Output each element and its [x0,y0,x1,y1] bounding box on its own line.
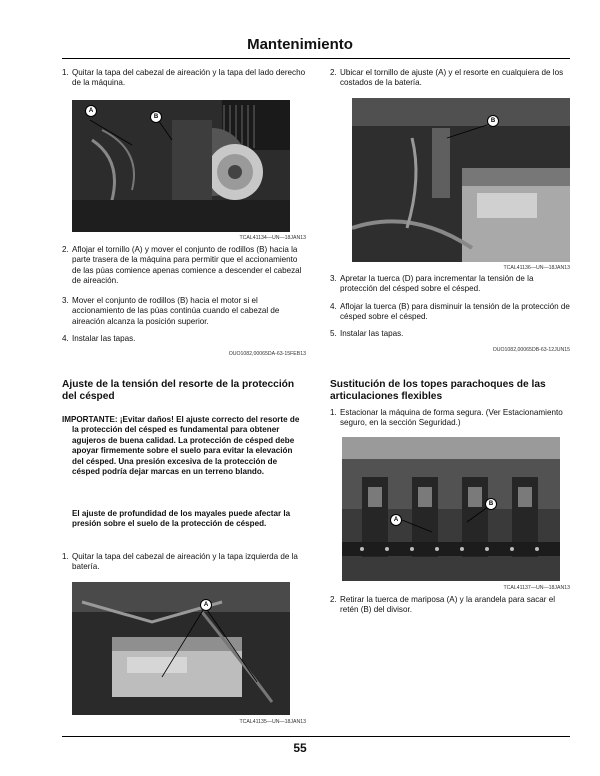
reference-code: OUO1082,00065DA-63-15FEB13 [228,351,306,357]
header-rule [62,58,570,59]
right-step-5: 5. Instalar las tapas. [330,329,404,338]
figure-caption: TCAL41134—UN—18JAN13 [239,235,306,241]
figure-adjust-bolt [352,98,570,262]
figure-caption: TCAL41135—UN—18JAN13 [239,719,306,725]
callout-b: B [487,115,499,127]
roller-photo [72,100,290,232]
figure-roller-assembly [72,100,290,232]
bumper-photo [342,437,560,581]
callout-b: B [150,111,162,123]
right-step-1: 1. Estacionar la máquina de forma segura. (Ver Estacionamiento seguro, en la sección Seguridad.) [330,408,563,428]
important-notice: IMPORTANTE: ¡Evitar daños! El ajuste correcto del resorte de la protección del césped es fundamental para obtener agujeros de buena calidad. La protección de césped debe apoyar firmemente sobre el suelo para evitar la elevación del césped. Una presión excesiva de la protección de césped podría dejar marcas en un terreno blando. [62,415,300,477]
right-step-2b: 2. Retirar la tuerca de mariposa (A) y la arandela para sacar el retén (B) del divisor. [330,595,556,615]
figure-caption: TCAL41136—UN—18JAN13 [503,265,570,271]
left-step-3: 3. Mover el conjunto de rodillos (B) hacia el motor si el accionamiento de las púas continúa cuando el cabezal de aireación alcanza la posición superior. [62,296,280,326]
page-title: Mantenimiento [247,36,353,53]
figure-flex-bumpers [342,437,560,581]
callout-a: A [390,514,402,526]
section-heading-turf-guard: Ajuste de la tensión del resorte de la protección del césped [62,379,295,402]
right-step-4: 4. Aflojar la tuerca (B) para disminuir la tensión de la protección de césped sobre el césped. [330,302,570,322]
callout-a: A [200,599,212,611]
left-step-1: 1. Quitar la tapa del cabezal de aireación y la tapa del lado derecho de la máquina. [62,68,306,88]
right-step-2: 2. Ubicar el tornillo de ajuste (A) y el resorte en cualquiera de los costados de la batería. [330,68,564,88]
right-step-3: 3. Apretar la tuerca (D) para incrementar la tensión de la protección del césped sobre el césped. [330,274,534,294]
adjust-bolt-photo [352,98,570,262]
section-heading-bumpers: Sustitución de los topes parachoques de las articulaciones flexibles [330,379,546,402]
reference-code: OUO1082,00065DB-63-12JUN15 [492,347,570,353]
callout-b: B [485,498,497,510]
page-number: 55 [293,741,307,755]
left-step-4: 4. Instalar las tapas. [62,334,136,343]
left-step-5: 1. Quitar la tapa del cabezal de aireación y la tapa izquierda de la batería. [62,552,298,572]
figure-caption: TCAL41137—UN—18JAN13 [503,585,570,591]
left-step-2: 2. Aflojar el tornillo (A) y mover el conjunto de rodillos (B) hacia la parte trasera de la máquina para permitir que el accionamiento de las púas comience apenas comience a descender el cabezal de aireación. [62,245,302,286]
battery-photo [72,582,290,715]
important-note-depth: El ajuste de profundidad de los mayales puede afectar la presión sobre el suelo de la protección de césped. [72,509,291,529]
footer-rule [62,736,570,737]
callout-a: A [85,105,97,117]
figure-battery-left [72,582,290,715]
